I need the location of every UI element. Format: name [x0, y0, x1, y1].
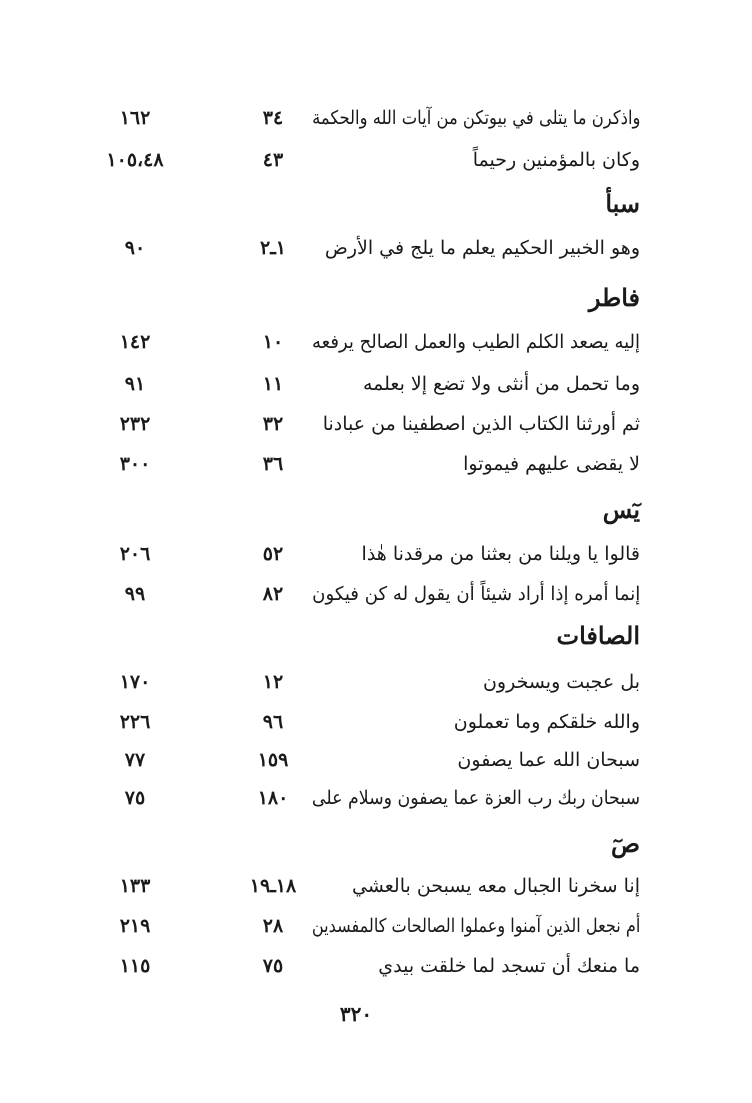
ayah-number: ٢٨: [262, 915, 284, 937]
index-entry: [0, 230, 752, 266]
verse-text: قالوا يا ويلنا من بعثنا من مرقدنا هٰذا: [361, 543, 640, 565]
ayah-number: ٤٣: [262, 149, 284, 171]
index-entry: [0, 948, 752, 984]
verse-text: واذكرن ما يتلى في بيوتكن من آيات الله والحكمة: [311, 107, 640, 129]
verse-text: وكان بالمؤمنين رحيماً: [472, 149, 640, 171]
verse-text: لا يقضى عليهم فيموتوا: [463, 453, 640, 475]
surah-heading: الصافات: [556, 621, 640, 650]
surah-heading: فاطر: [588, 283, 640, 312]
page-reference: ٩٩: [124, 583, 146, 605]
page-reference: ١٣٣: [119, 875, 151, 897]
ayah-number: ١٨٠: [257, 787, 289, 809]
verse-text: ثم أورثنا الكتاب الذين اصطفينا من عبادنا: [322, 413, 640, 435]
page-reference: ١٧٠: [119, 671, 151, 693]
page-reference: ١١٥: [119, 955, 151, 977]
verse-text: بل عجبت ويسخرون: [482, 671, 640, 693]
page-reference: ٢٠٦: [119, 543, 151, 565]
ayah-number: ١٥٩: [257, 749, 289, 771]
page-number: ٣٢٠: [339, 1002, 373, 1026]
verse-text: ما منعك أن تسجد لما خلقت بيدي: [378, 955, 640, 977]
ayah-number: ٣٤: [262, 107, 284, 129]
index-entry: [0, 366, 752, 402]
ayah-number: ٣٦: [262, 453, 284, 475]
ayah-number: ٨٢: [262, 583, 284, 605]
verse-text: إنما أمره إذا أراد شيئاً أن يقول له كن فيكون: [311, 583, 640, 605]
ayah-number: ١٠: [262, 331, 284, 353]
surah-heading: يٓس: [602, 495, 640, 524]
page-reference: ٧٥: [124, 787, 146, 809]
page-reference: ٧٧: [124, 749, 146, 771]
index-entry: [0, 704, 752, 740]
surah-heading: صٓ: [610, 829, 640, 858]
ayah-number: ١٨ـ١٩: [249, 875, 297, 897]
index-entry: [0, 100, 752, 136]
page-reference: ٩١: [124, 373, 146, 395]
index-entry: [0, 324, 752, 360]
page-reference: ١٦٢: [119, 107, 151, 129]
surah-heading: سبأ: [605, 189, 640, 218]
ayah-number: ٣٢: [262, 413, 284, 435]
ayah-number: ١١: [262, 373, 284, 395]
verse-text: إليه يصعد الكلم الطيب والعمل الصالح يرفعه: [311, 331, 640, 353]
index-entry: [0, 406, 752, 442]
index-entry: [0, 446, 752, 482]
ayah-number: ١٢: [262, 671, 284, 693]
index-entry: [0, 536, 752, 572]
verse-text: أم نجعل الذين آمنوا وعملوا الصالحات كالمفسدين: [311, 915, 640, 937]
page-reference: ٢٣٢: [119, 413, 151, 435]
page-reference: ١٠٥،٤٨: [106, 149, 164, 171]
verse-text: وهو الخبير الحكيم يعلم ما يلج في الأرض: [324, 237, 640, 259]
verse-text: سبحان الله عما يصفون: [457, 749, 640, 771]
verse-text: إنا سخرنا الجبال معه يسبحن بالعشي: [351, 875, 640, 897]
page-reference: ٣٠٠: [119, 453, 151, 475]
ayah-number: ٥٢: [262, 543, 284, 565]
verse-text: سبحان ربك رب العزة عما يصفون وسلام على: [311, 787, 640, 809]
verse-text: والله خلقكم وما تعملون: [453, 711, 640, 733]
index-entry: [0, 780, 752, 816]
index-entry: [0, 742, 752, 778]
ayah-number: ١ـ٢: [259, 237, 286, 259]
ayah-number: ٧٥: [262, 955, 284, 977]
page-reference: ٢١٩: [119, 915, 151, 937]
ayah-number: ٩٦: [262, 711, 284, 733]
page-reference: ١٤٢: [119, 331, 151, 353]
index-entry: [0, 908, 752, 944]
index-entry: [0, 868, 752, 904]
index-entry: [0, 664, 752, 700]
page-reference: ٩٠: [124, 237, 146, 259]
index-entry: [0, 142, 752, 178]
page-reference: ٢٢٦: [119, 711, 151, 733]
verse-text: وما تحمل من أنثى ولا تضع إلا بعلمه: [362, 373, 640, 395]
index-entry: [0, 576, 752, 612]
